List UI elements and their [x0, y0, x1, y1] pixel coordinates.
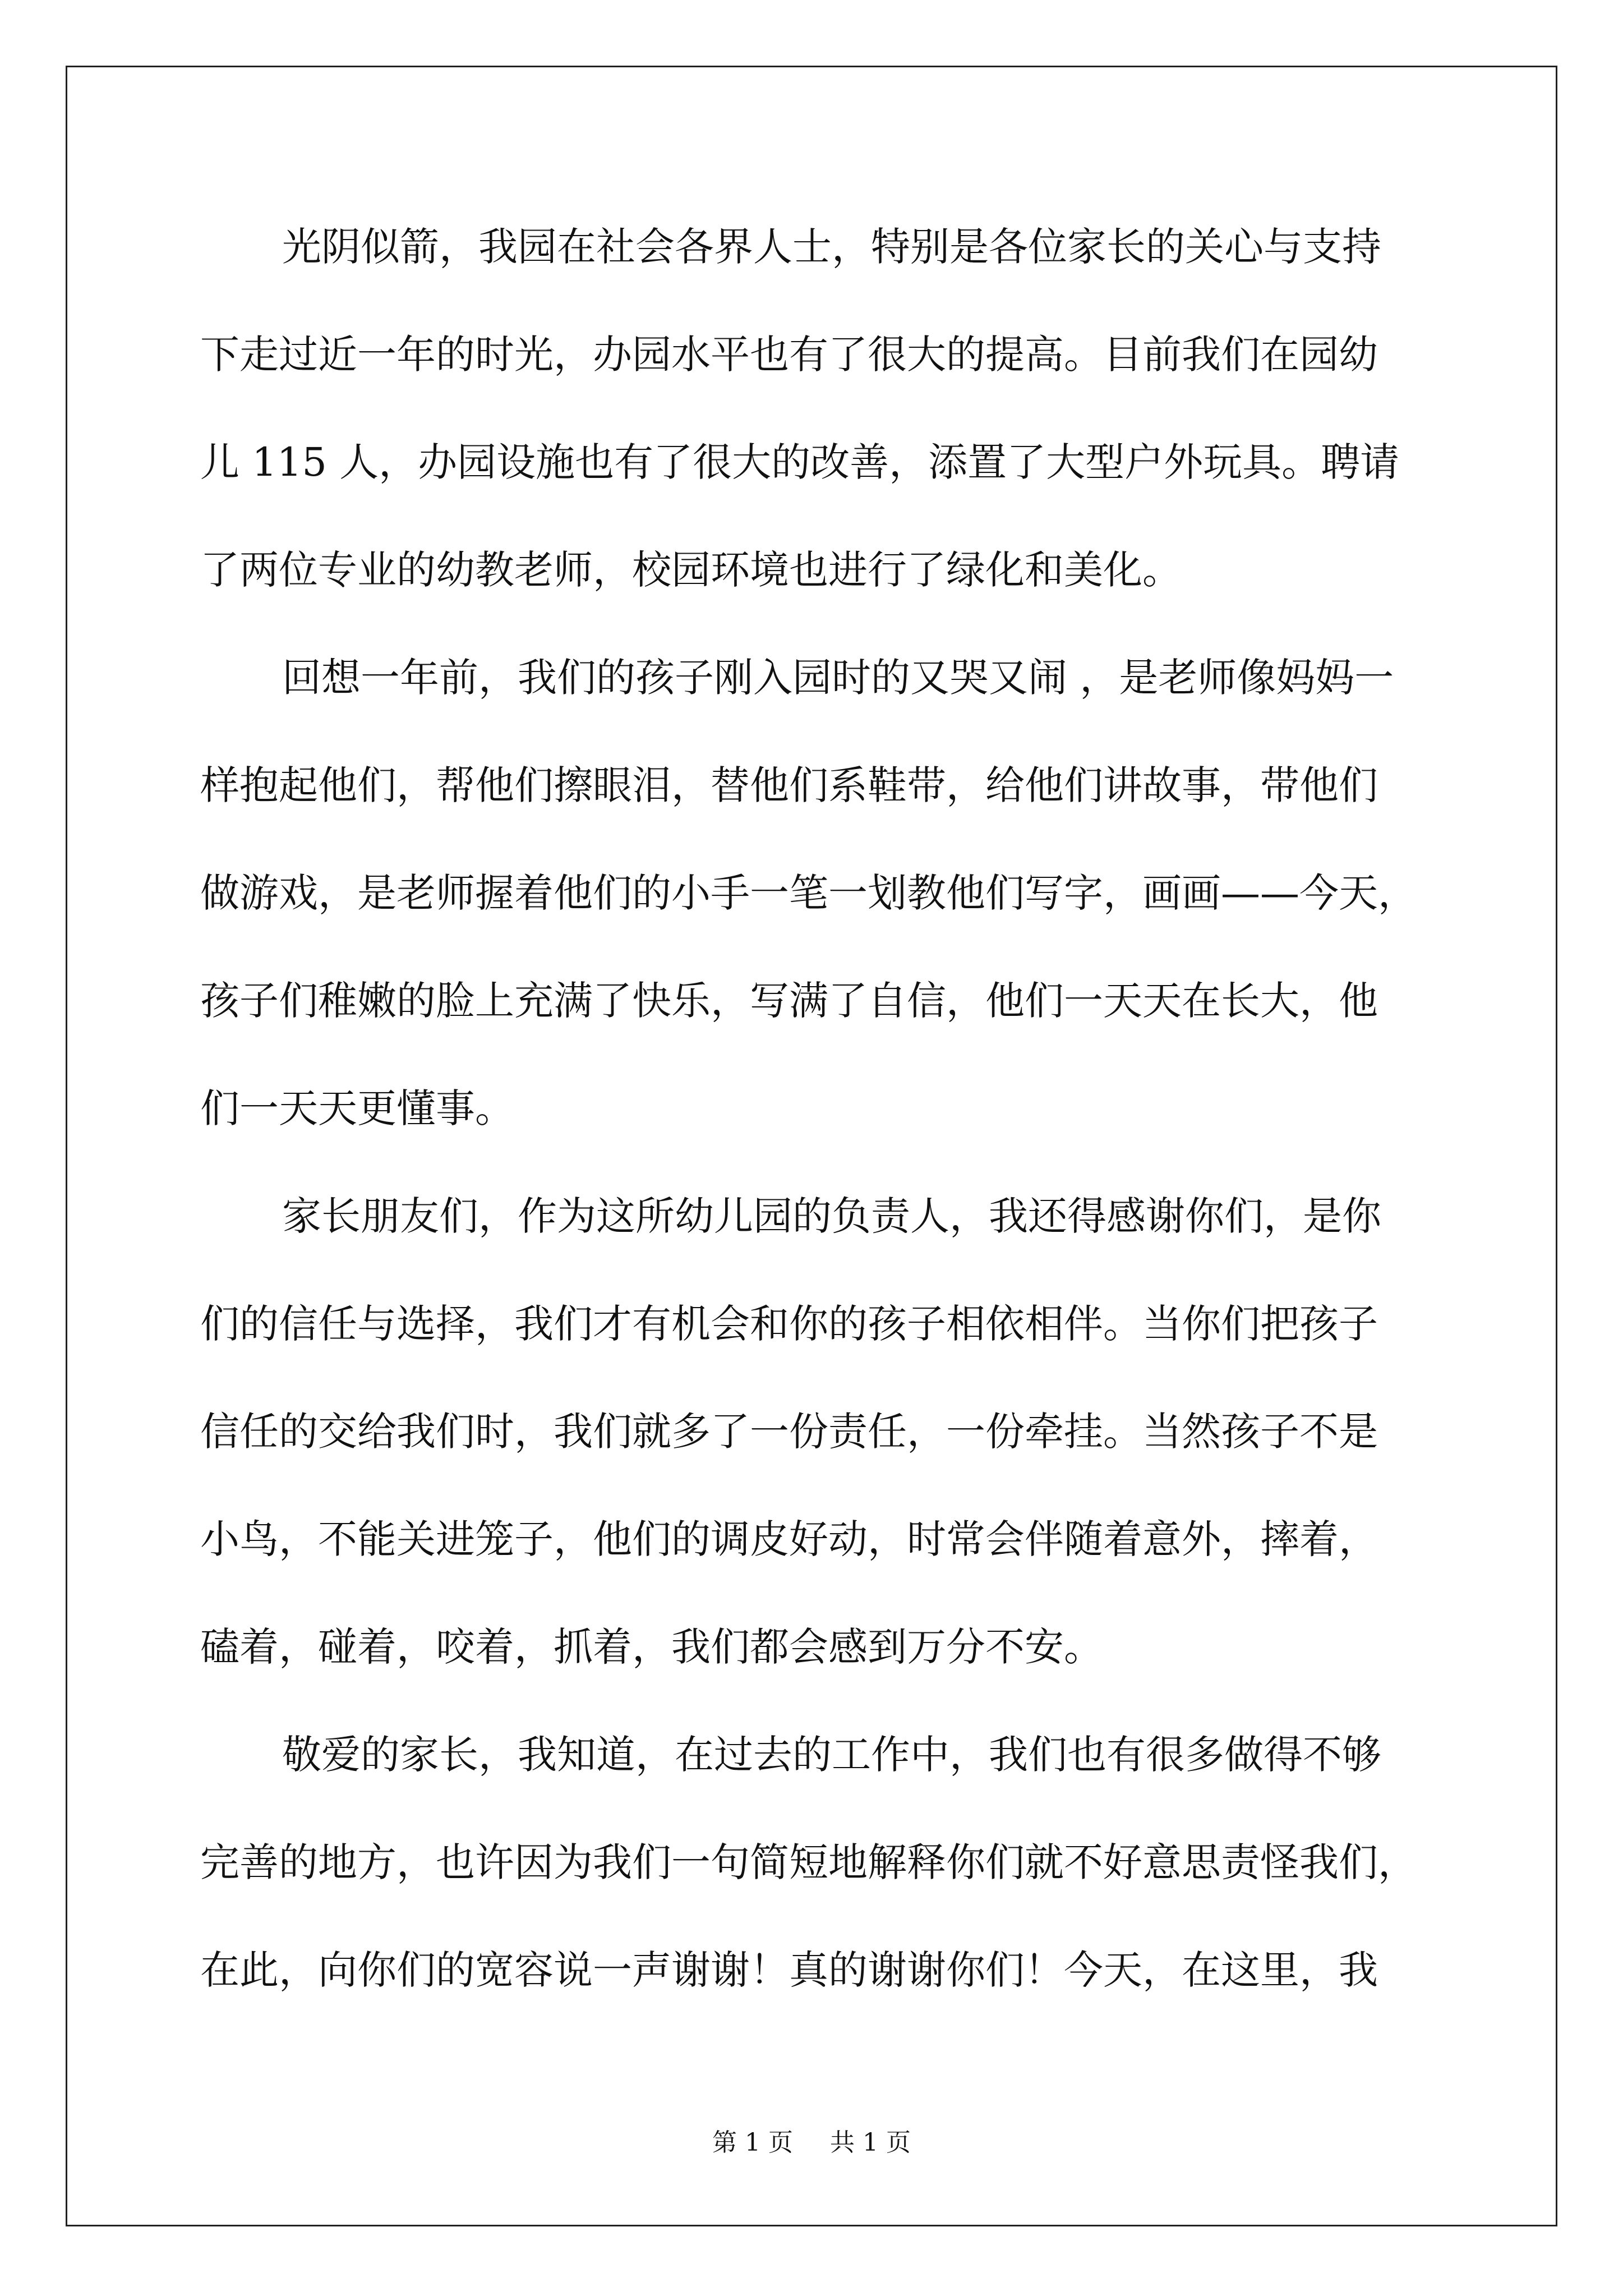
- paragraph-2-line-4: 孩子们稚嫩的脸上充满了快乐，写满了自信，他们一天天在长大，他: [200, 978, 1378, 1024]
- paragraph-1-line-2: 下走过近一年的时光，办园水平也有了很大的提高。目前我们在园幼: [200, 332, 1378, 378]
- paragraph-4-line-1: 敬爱的家长，我知道，在过去的工作中，我们也有很多做得不够: [282, 1732, 1381, 1778]
- paragraph-1-line-1: 光阴似箭，我园在社会各界人士，特别是各位家长的关心与支持: [282, 224, 1381, 270]
- paragraph-1-line-3: 儿 115 人，办园设施也有了很大的改善，添置了大型户外玩具。聘请: [200, 439, 1400, 485]
- page-number-total: 共 1 页: [830, 2128, 911, 2157]
- paragraph-2-line-2: 样抱起他们，帮他们擦眼泪，替他们系鞋带，给他们讲故事，带他们: [200, 762, 1378, 808]
- document-body: [200, 213, 1428, 2044]
- page-number-current: 第 1 页: [712, 2128, 793, 2157]
- page-footer: [0, 2126, 1623, 2160]
- paragraph-3-line-4: 小鸟，不能关进笼子，他们的调皮好动，时常会伴随着意外，摔着，: [200, 1516, 1378, 1562]
- paragraph-2-line-3: 做游戏，是老师握着他们的小手一笔一划教他们写字，画画——今天，: [200, 870, 1417, 916]
- paragraph-3-line-5: 磕着，碰着，咬着，抓着，我们都会感到万分不安。: [200, 1624, 1103, 1670]
- paragraph-2-line-1: 回想一年前，我们的孩子刚入园时的又哭又闹 ，是老师像妈妈一: [282, 655, 1394, 701]
- paragraph-4-line-2: 完善的地方，也许因为我们一句简短地解释你们就不好意思责怪我们，: [200, 1839, 1417, 1885]
- paragraph-3-line-3: 信任的交给我们时，我们就多了一份责任，一份牵挂。当然孩子不是: [200, 1409, 1378, 1455]
- paragraph-1-line-4: 了两位专业的幼教老师，校园环境也进行了绿化和美化。: [200, 547, 1182, 593]
- paragraph-4-line-3: 在此，向你们的宽容说一声谢谢！真的谢谢你们！今天，在这里，我: [200, 1947, 1378, 1993]
- paragraph-3-line-2: 们的信任与选择，我们才有机会和你的孩子相依相伴。当你们把孩子: [200, 1301, 1378, 1347]
- paragraph-3-line-1: 家长朋友们，作为这所幼儿园的负责人，我还得感谢你们，是你: [282, 1193, 1381, 1239]
- paragraph-2-line-5: 们一天天更懂事。: [200, 1085, 514, 1131]
